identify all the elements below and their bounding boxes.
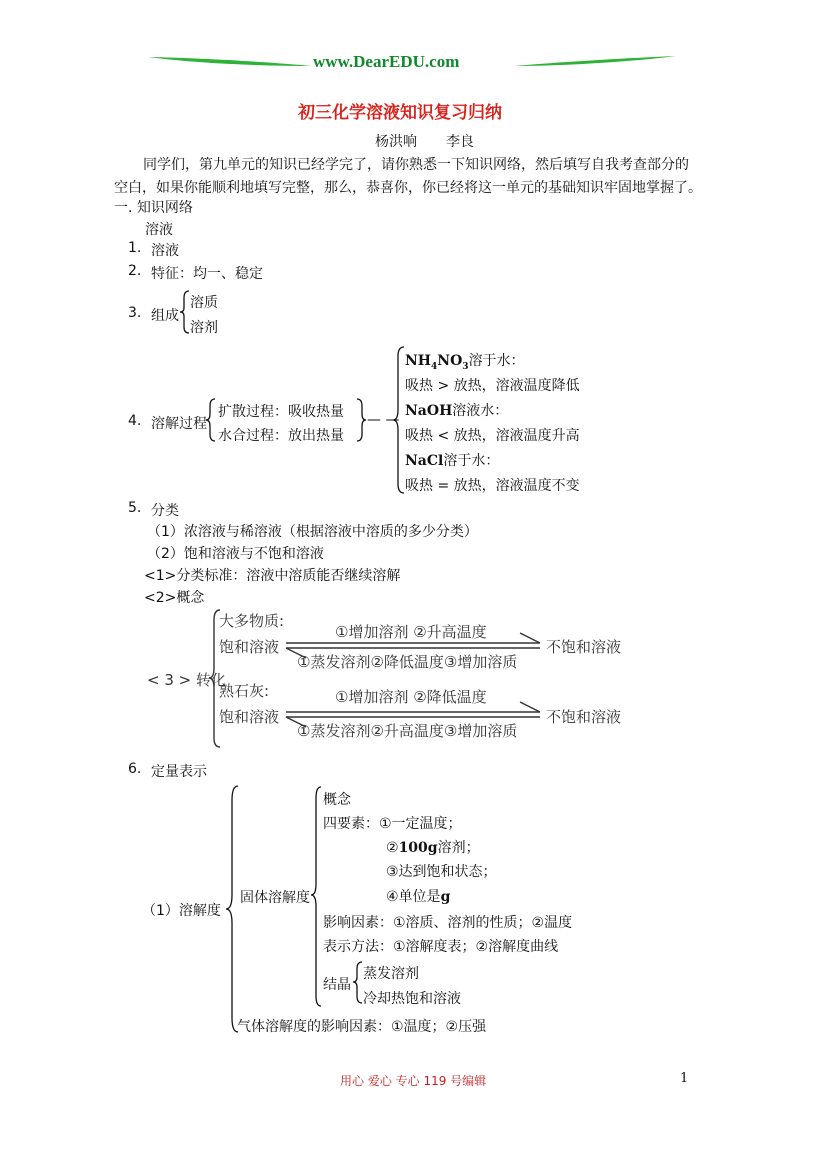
classification-1: （1）浓溶液与稀溶液（根据溶液中溶质的多少分类） bbox=[147, 524, 478, 540]
nh4no3-line bbox=[405, 350, 525, 372]
brace-dissolution-close bbox=[357, 399, 366, 441]
nacl-suffix: 溶于水： bbox=[443, 453, 500, 469]
composition-solute: 溶质 bbox=[190, 295, 218, 311]
item-5-number: 5. bbox=[128, 500, 142, 516]
brace-dissolution bbox=[206, 399, 215, 441]
group1-forward-condition: ①增加溶剂 ②升高温度 bbox=[335, 623, 487, 641]
crystallization-evaporate: 蒸发溶剂 bbox=[363, 966, 419, 982]
brace-crystallization bbox=[353, 962, 362, 1003]
naoh-suffix: 溶液水： bbox=[452, 403, 509, 419]
group1-saturated: 饱和溶液 bbox=[219, 638, 280, 656]
nh4no3-formula: $NH_4NO_3$ bbox=[405, 353, 469, 372]
conversion-label: < 3 > 转化 bbox=[147, 671, 226, 689]
composition-solvent: 溶剂 bbox=[190, 320, 218, 336]
header-swoosh-right bbox=[515, 56, 676, 66]
page-number: 1 bbox=[680, 1071, 689, 1086]
section-heading: 一. 知识网络 bbox=[114, 200, 193, 216]
four-elements-1: 四要素：①一定温度； bbox=[323, 816, 462, 832]
arrow-g1-forward-head bbox=[520, 633, 540, 643]
item-2-text: 特征：均一、稳定 bbox=[151, 266, 263, 282]
nacl-desc: 吸热 = 放热，溶液温度不变 bbox=[405, 478, 580, 494]
author-1: 杨洪响 bbox=[375, 134, 417, 150]
item-6-text: 定量表示 bbox=[151, 764, 207, 780]
header-swoosh-left bbox=[148, 57, 312, 66]
group2-saturated: 饱和溶液 bbox=[219, 708, 280, 726]
brace-solubility bbox=[226, 786, 238, 1032]
item-4-number: 4. bbox=[128, 413, 142, 429]
solubility-label: （1）溶解度 bbox=[142, 903, 221, 919]
arrow-g2-forward-head bbox=[520, 702, 540, 712]
group1-heading: 大多物质: bbox=[219, 612, 285, 630]
connector-dash: — — bbox=[367, 412, 400, 428]
group2-forward-condition: ①增加溶剂 ②降低温度 bbox=[335, 688, 487, 706]
diffusion-process: 扩散过程：吸收热量 bbox=[218, 404, 344, 420]
solid-solubility-label: 固体溶解度 bbox=[240, 890, 310, 906]
naoh-desc: 吸热 < 放热，溶液温度升高 bbox=[405, 428, 580, 444]
representation-methods: 表示方法：①溶解度表；②溶解度曲线 bbox=[323, 939, 559, 955]
topic-label: 溶液 bbox=[145, 222, 173, 238]
intro-line-1: 同学们，第九单元的知识已经学完了，请你熟悉一下知识网络，然后填写自我考查部分的 bbox=[143, 157, 689, 173]
four-elements-4-prefix: ④单位是 bbox=[386, 889, 441, 905]
item-5-text: 分类 bbox=[151, 503, 179, 519]
classification-standard: <1>分类标准：溶液中溶质能否继续溶解 bbox=[144, 568, 401, 584]
crystallization-label: 结晶 bbox=[323, 977, 351, 993]
item-6-number: 6. bbox=[128, 761, 142, 777]
influencing-factors: 影响因素：①溶质、溶剂的性质；②温度 bbox=[323, 915, 573, 931]
four-elements-4-unit: g bbox=[440, 889, 451, 905]
item-4-text: 溶解过程 bbox=[151, 416, 207, 432]
intro-line-2: 空白，如果你能顺利地填写完整，那么，恭喜你，你已经将这一单元的基础知识牢固地掌握了。 bbox=[114, 180, 702, 196]
classification-2: （2）饱和溶液与不饱和溶液 bbox=[147, 546, 324, 562]
four-elements-2-suffix: 溶剂； bbox=[437, 840, 480, 856]
footer-text: 用心 爱心 专心 119 号编辑 bbox=[340, 1074, 487, 1088]
group2-unsaturated: 不饱和溶液 bbox=[546, 708, 622, 726]
author-2: 李良 bbox=[446, 134, 474, 150]
group1-reverse-condition: ①蒸发溶剂②降低温度③增加溶质 bbox=[297, 653, 518, 671]
hydration-process: 水合过程：放出热量 bbox=[218, 428, 344, 444]
four-elements-2 bbox=[386, 837, 480, 857]
group2-heading: 熟石灰: bbox=[219, 682, 270, 700]
nh4no3-desc: 吸热 > 放热，溶液温度降低 bbox=[405, 378, 580, 394]
solubility-concept: 概念 bbox=[323, 792, 351, 808]
naoh-line bbox=[405, 400, 508, 420]
four-elements-4 bbox=[386, 886, 450, 906]
gas-solubility-factors: 气体溶解度的影响因素：①温度；②压强 bbox=[237, 1019, 487, 1035]
nh4no3-suffix: 溶于水： bbox=[468, 353, 525, 369]
item-2-number: 2. bbox=[128, 263, 142, 279]
four-elements-2-amount: 100g bbox=[398, 840, 438, 856]
nacl-formula: NaCl bbox=[405, 453, 444, 469]
group2-reverse-condition: ①蒸发溶剂②升高温度③增加溶质 bbox=[297, 722, 518, 740]
item-1-text: 溶液 bbox=[151, 243, 179, 259]
crystallization-cool: 冷却热饱和溶液 bbox=[363, 991, 461, 1007]
nacl-line bbox=[405, 450, 499, 470]
brace-composition bbox=[180, 291, 189, 333]
item-1-number: 1. bbox=[128, 240, 142, 256]
group1-unsaturated: 不饱和溶液 bbox=[546, 638, 622, 656]
page-title: 初三化学溶液知识复习归纳 bbox=[298, 103, 502, 123]
site-name[interactable]: www.DearEDU.com bbox=[313, 52, 460, 71]
classification-concept: <2>概念 bbox=[144, 590, 205, 606]
naoh-formula: NaOH bbox=[405, 403, 453, 419]
item-3-number: 3. bbox=[128, 305, 142, 321]
brace-solid-solubility bbox=[311, 787, 321, 1006]
item-3-text: 组成 bbox=[151, 308, 179, 324]
four-elements-3: ③达到饱和状态； bbox=[386, 864, 497, 880]
four-elements-2-prefix: ② bbox=[386, 840, 399, 856]
